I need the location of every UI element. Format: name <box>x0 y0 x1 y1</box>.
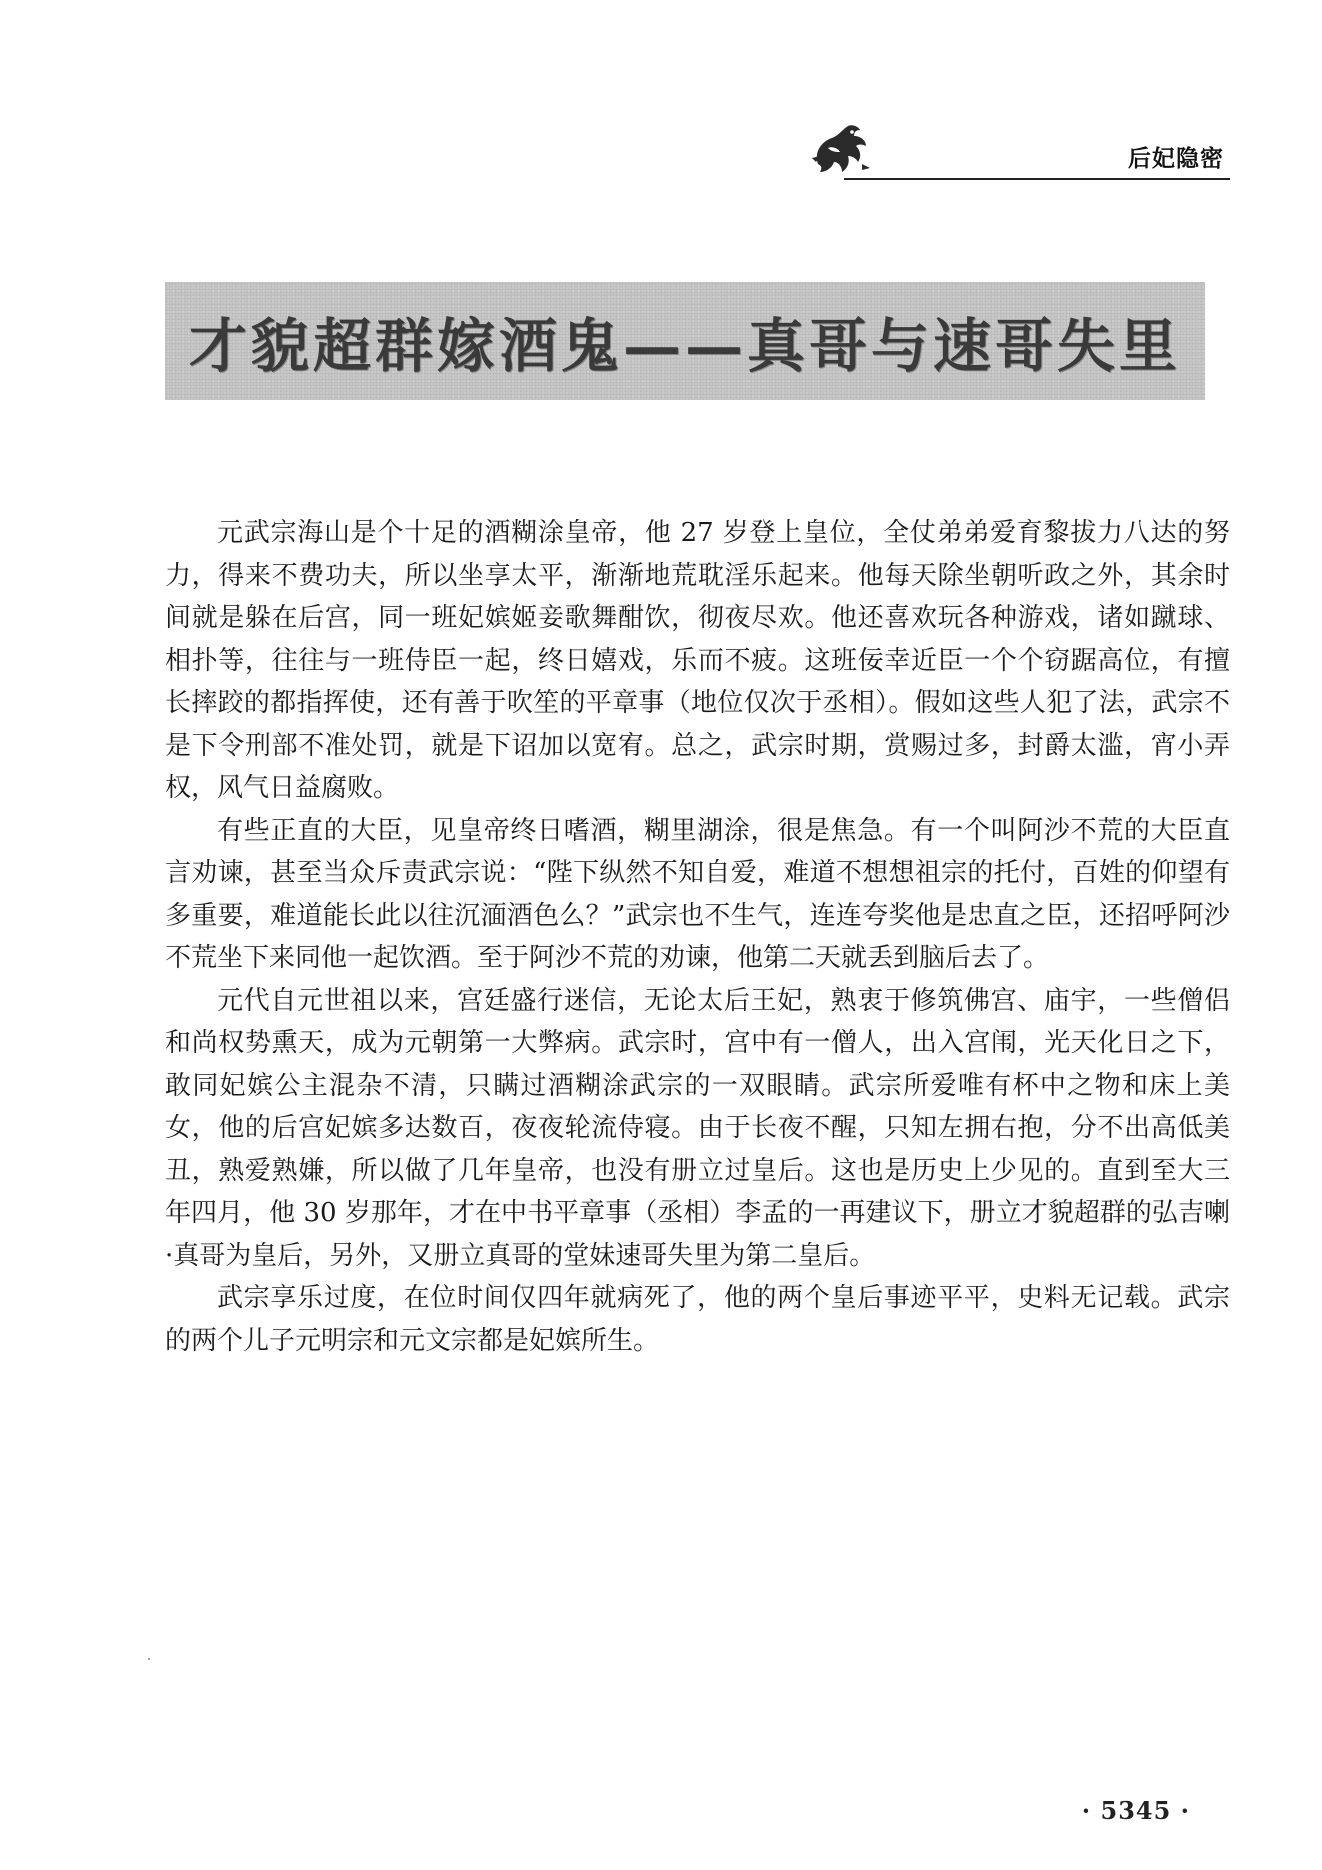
paragraph: 元武宗海山是个十足的酒糊涂皇帝，他 27 岁登上皇位，全仗弟弟爱育黎拔力八达的努力，得来不费功夫，所以坐享太平，渐渐地荒耽淫乐起来。他每天除坐朝听政之外，其余时间就是躲在后宫，同一班妃嫔姬妾歌舞酣饮，彻夜尽欢。他还喜欢玩各种游戏，诸如蹴球、相扑等，往往与一班侍臣一起，终日嬉戏，乐而不疲。这班佞幸近臣一个个窃踞高位，有擅长摔跤的都指挥使，还有善于吹笙的平章事（地位仅次于丞相）。假如这些人犯了法，武宗不是下令刑部不准处罚，就是下诏加以宽宥。总之，武宗时期，赏赐过多，封爵太滥，宵小弄权，风气日益腐败。 <box>165 518 1230 803</box>
running-header <box>808 118 1230 182</box>
scan-artifact <box>148 1658 150 1660</box>
dragon-icon <box>808 118 872 180</box>
page-number: · 5345 · <box>1081 1796 1190 1825</box>
paragraph: 有些正直的大臣，见皇帝终日嗜酒，糊里湖涂，很是焦急。有一个叫阿沙不荒的大臣直言劝谏，甚至当众斥责武宗说：“陛下纵然不知自爱，难道不想想祖宗的托付，百姓的仰望有多重要，难道能长此以往沉湎酒色么？”武宗也不生气，连连夸奖他是忠直之臣，还招呼阿沙不荒坐下来同他一起饮酒。至于阿沙不荒的劝谏，他第二天就丢到脑后去了。 <box>165 815 1230 973</box>
title-banner <box>165 282 1205 400</box>
paragraph: 武宗享乐过度，在位时间仅四年就病死了，他的两个皇后事迹平平，史料无记载。武宗的两个儿子元明宗和元文宗都是妃嫔所生。 <box>165 1283 1230 1356</box>
header-rule <box>844 178 1230 180</box>
article-body <box>165 512 1230 1362</box>
paragraph: 元代自元世祖以来，宫廷盛行迷信，无论太后王妃，熟衷于修筑佛宫、庙宇，一些僧侣和尚权势熏天，成为元朝第一大弊病。武宗时，宫中有一僧人，出入宫闱，光天化日之下，敢同妃嫔公主混杂不清，只瞒过酒糊涂武宗的一双眼睛。武宗所爱唯有杯中之物和床上美女，他的后宫妃嫔多达数百，夜夜轮流侍寝。由于长夜不醒，只知左拥右抱，分不出高低美丑，熟爱熟嫌，所以做了几年皇帝，也没有册立过皇后。这也是历史上少见的。直到至大三年四月，他 30 岁那年，才在中书平章事（丞相）李孟的一再建议下，册立才貌超群的弘吉喇·真哥为皇后，另外，又册立真哥的堂妹速哥失里为第二皇后。 <box>165 985 1230 1271</box>
article-title: 才貌超群嫁酒鬼——真哥与速哥失里 <box>188 312 1181 380</box>
section-title: 后妃隐密 <box>1128 146 1224 172</box>
